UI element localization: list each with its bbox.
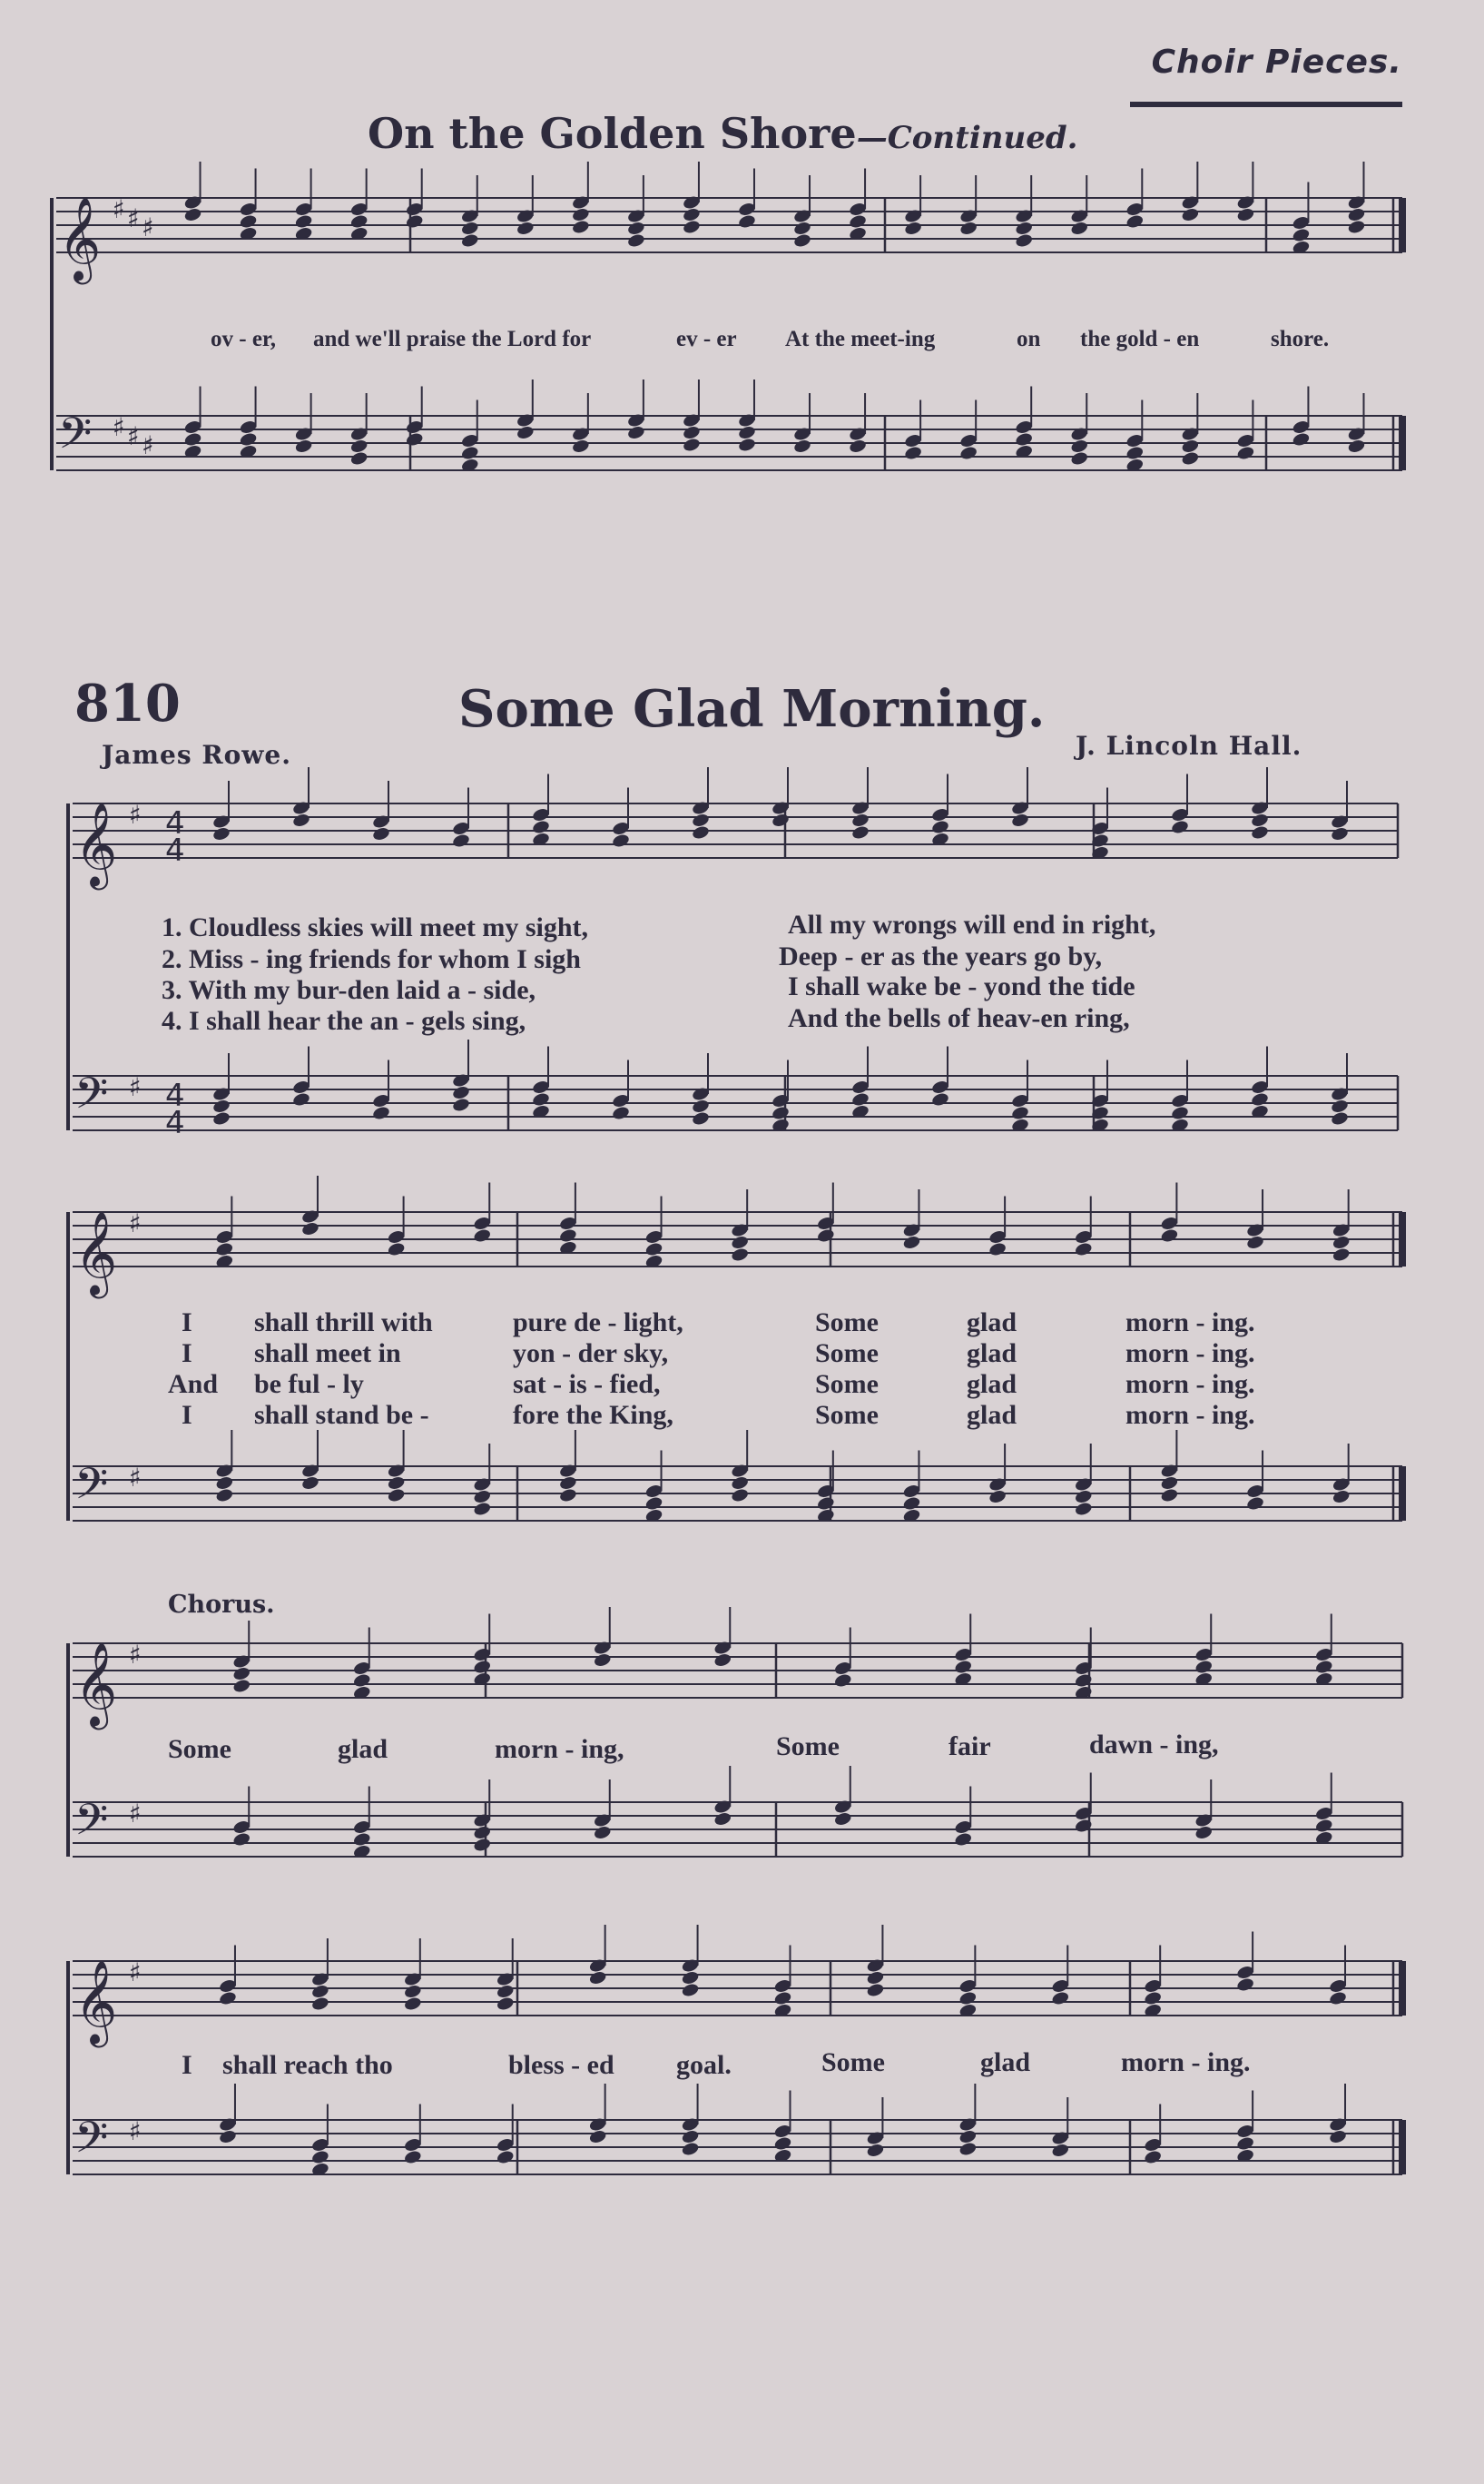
lyric: At the meet-ing (785, 327, 936, 351)
chorus-lyric: dawn - ing, (1089, 1730, 1219, 1760)
note-head (793, 221, 812, 236)
note-head (691, 824, 710, 840)
note-head (833, 1672, 852, 1688)
note-head (793, 439, 812, 454)
continued-suffix: —Continued. (856, 120, 1078, 156)
note-head (1236, 2135, 1255, 2151)
note-head (958, 2129, 978, 2144)
verse-refrain-lyric: glad (967, 1369, 1017, 1399)
note-head (1347, 219, 1366, 234)
note-head (626, 425, 645, 440)
note-head (1332, 1247, 1351, 1262)
note-head (215, 1487, 234, 1503)
verse-line: I shall wake be - yond the tide (788, 971, 1135, 1001)
note-head (183, 207, 202, 222)
verse-refrain-lyric: sat - is - fied, (513, 1369, 661, 1399)
lyric: shore. (1271, 327, 1330, 351)
final-barline (1399, 416, 1406, 470)
note-head (300, 1475, 319, 1491)
sharp-icon: ♯ (127, 421, 140, 451)
verse-refrain-lyric: morn - ing. (1125, 1369, 1255, 1399)
note-head (211, 826, 231, 842)
note-head (371, 1105, 390, 1120)
note-head (1332, 1489, 1351, 1504)
sharp-icon: ♯ (129, 800, 142, 830)
note-head (611, 833, 630, 848)
note-head (232, 1666, 251, 1681)
note-head (1246, 1235, 1265, 1250)
note-head (850, 824, 870, 840)
note-head (571, 207, 590, 222)
verse-refrain-lyric: morn - ing. (1125, 1338, 1255, 1368)
note-head (681, 1982, 700, 1997)
verse-refrain-lyric: Some (815, 1400, 879, 1430)
note-head (771, 813, 790, 828)
note-head (930, 1091, 949, 1107)
note-head (1181, 450, 1200, 466)
note-head (866, 1982, 885, 1997)
lyric: the gold - en (1080, 327, 1200, 351)
note-head (958, 2141, 978, 2156)
verse-refrain-lyric: I (182, 1400, 192, 1430)
note-head (773, 1990, 792, 2006)
note-head (232, 1831, 251, 1847)
note-head (593, 1652, 612, 1668)
sharp-icon: ♯ (142, 430, 154, 460)
note-head (1246, 1495, 1265, 1511)
note-head (1070, 450, 1089, 466)
note-head (691, 1110, 710, 1126)
note-head (904, 445, 923, 460)
note-head (1330, 826, 1349, 842)
note-head (954, 1659, 973, 1674)
note-head (731, 1247, 750, 1262)
note-head (626, 221, 645, 236)
note-head (1194, 1825, 1214, 1840)
note-head (1074, 1489, 1093, 1504)
note-head (731, 1487, 750, 1503)
lyric: and we'll praise the Lord for (313, 327, 592, 351)
note-head (954, 1831, 973, 1847)
bass-clef-icon: 𝄢 (58, 408, 93, 469)
note-head (387, 1487, 406, 1503)
note-head (959, 445, 978, 460)
chorus-lyric: glad (338, 1734, 388, 1764)
note-head (1236, 207, 1255, 222)
note-head (352, 1672, 371, 1688)
verse-refrain-lyric: shall meet in (254, 1338, 401, 1368)
time-signature: 4 (165, 805, 185, 842)
section-heading: Choir Pieces. (1151, 44, 1402, 81)
note-head (211, 1099, 231, 1114)
note-head (1332, 1235, 1351, 1250)
note-head (473, 1227, 492, 1243)
hymn-title: Some Glad Morning. (458, 679, 1046, 739)
sharp-icon: ♯ (127, 203, 140, 233)
chorus-lyric: shall reach tho (222, 2050, 393, 2080)
note-head (531, 1091, 550, 1107)
note-head (731, 1235, 750, 1250)
note-head (1160, 1475, 1179, 1491)
verse-refrain-lyric: glad (967, 1307, 1017, 1337)
verse-refrain-lyric: fore the King, (513, 1400, 673, 1430)
bass-clef-icon: 𝄢 (74, 2112, 109, 2174)
sharp-icon: ♯ (142, 212, 154, 242)
treble-clef-icon: 𝄞 (58, 196, 102, 281)
note-head (516, 425, 535, 440)
note-head (349, 450, 369, 466)
treble-clef-icon: 𝄞 (74, 1959, 118, 2044)
note-head (1347, 207, 1366, 222)
note-head (1250, 824, 1269, 840)
note-head (588, 2129, 607, 2144)
verse-refrain-lyric: glad (967, 1400, 1017, 1430)
note-head (371, 826, 390, 842)
note-head (473, 1825, 492, 1840)
chorus-label: Chorus. (168, 1591, 275, 1619)
hymn-number: 810 (74, 674, 181, 734)
bass-clef-icon: 𝄢 (74, 1458, 109, 1520)
note-head (737, 425, 756, 440)
note-head (644, 1495, 663, 1511)
note-head (682, 437, 701, 452)
note-head (1314, 1659, 1333, 1674)
note-head (496, 1984, 515, 1999)
note-head (1074, 1241, 1093, 1257)
note-head (611, 1105, 630, 1120)
verse-refrain-lyric: I (182, 1307, 192, 1337)
note-head (713, 1652, 732, 1668)
note-head (988, 1241, 1007, 1257)
note-head (403, 1996, 422, 2011)
note-head (682, 219, 701, 234)
chorus-lyric: morn - ing, (495, 1734, 624, 1764)
note-head (496, 2149, 515, 2164)
time-signature: 4 (165, 1078, 185, 1114)
note-head (1144, 1990, 1163, 2006)
chorus-lyric: I (182, 2050, 192, 2080)
note-head (451, 1097, 470, 1112)
note-head (460, 445, 479, 460)
verse-refrain-lyric: yon - der sky, (513, 1338, 669, 1368)
note-head (460, 221, 479, 236)
treble-clef-icon: 𝄞 (74, 1641, 118, 1726)
verse-refrain-lyric: Some (815, 1307, 879, 1337)
note-head (291, 1091, 310, 1107)
note-head (1329, 1990, 1348, 2006)
note-head (496, 1996, 515, 2011)
note-head (558, 1227, 577, 1243)
verse-refrain-lyric: morn - ing. (1125, 1400, 1255, 1430)
note-head (1010, 813, 1029, 828)
note-head (239, 431, 258, 447)
bass-clef-icon: 𝄢 (74, 1068, 109, 1129)
note-head (473, 1489, 492, 1504)
note-head (1051, 2143, 1070, 2158)
note-head (1170, 819, 1189, 834)
note-head (713, 1811, 732, 1827)
chorus-lyric: Some (168, 1734, 231, 1764)
note-head (571, 439, 590, 454)
note-head (1160, 1487, 1179, 1503)
note-head (1015, 221, 1034, 236)
verse-refrain-lyric: Some (815, 1369, 879, 1399)
verse-line: 4. I shall hear the an - gels sing, (162, 1006, 526, 1036)
note-head (1144, 2149, 1163, 2164)
composer-credit: J. Lincoln Hall. (1076, 731, 1302, 761)
lyric: ov - er, (211, 327, 276, 351)
bass-clef-icon: 𝄢 (74, 1794, 109, 1856)
final-barline (1399, 2120, 1406, 2174)
verse-refrain-lyric: morn - ing. (1125, 1307, 1255, 1337)
note-head (1314, 1818, 1333, 1833)
note-head (531, 819, 550, 834)
time-signature: 4 (165, 1105, 185, 1141)
verse-refrain-lyric: And (168, 1369, 219, 1399)
sharp-icon: ♯ (129, 1208, 142, 1238)
time-signature: 4 (165, 833, 185, 869)
note-head (239, 213, 258, 229)
treble-clef-icon: 𝄞 (74, 802, 118, 886)
note-head (681, 2129, 700, 2144)
note-head (571, 219, 590, 234)
note-head (310, 1984, 329, 1999)
note-head (902, 1235, 921, 1250)
note-head (218, 1990, 237, 2006)
sharp-icon: ♯ (129, 1463, 142, 1493)
note-head (1347, 439, 1366, 454)
verse-refrain-lyric: shall stand be - (254, 1400, 429, 1430)
note-head (211, 1110, 231, 1126)
note-head (771, 1105, 790, 1120)
note-head (773, 2135, 792, 2151)
note-head (352, 1831, 371, 1847)
note-head (294, 213, 313, 229)
note-head (691, 1099, 710, 1114)
verse-refrain-lyric: be ful - ly (254, 1369, 364, 1399)
note-head (473, 1837, 492, 1852)
note-head (1010, 1105, 1029, 1120)
verse-refrain-lyric: Some (815, 1338, 879, 1368)
note-head (558, 1487, 577, 1503)
note-head (405, 213, 424, 229)
sharp-icon: ♯ (129, 1957, 142, 1987)
note-head (1181, 439, 1200, 454)
note-head (294, 439, 313, 454)
final-barline (1399, 1961, 1406, 2016)
note-head (593, 1825, 612, 1840)
verse-line: And the bells of heav-en ring, (788, 1003, 1130, 1033)
verse-line: 2. Miss - ing friends for whom I sigh (162, 944, 581, 974)
verse-line: 1. Cloudless skies will meet my sight, (162, 912, 589, 942)
note-head (816, 1227, 835, 1243)
chorus-lyric: glad (980, 2047, 1031, 2077)
lyric: ev - er (676, 327, 737, 351)
note-head (866, 1970, 885, 1986)
note-head (816, 1495, 835, 1511)
chorus-lyric: Some (776, 1731, 840, 1761)
verse-line: All my wrongs will end in right, (788, 910, 1156, 940)
note-head (902, 1495, 921, 1511)
note-head (737, 213, 756, 229)
note-head (310, 2149, 329, 2164)
note-head (349, 439, 369, 454)
chorus-lyric: Some (821, 2047, 885, 2077)
sharp-icon: ♯ (129, 1799, 142, 1828)
note-head (1250, 813, 1269, 828)
note-head (1125, 445, 1145, 460)
note-head (958, 1990, 978, 2006)
note-head (310, 1996, 329, 2011)
note-head (866, 2143, 885, 2158)
note-head (682, 425, 701, 440)
note-head (1170, 1105, 1189, 1120)
note-head (1330, 1110, 1349, 1126)
note-head (1070, 221, 1089, 236)
lyric: on (1017, 327, 1041, 351)
note-head (737, 437, 756, 452)
note-head (451, 833, 470, 848)
final-barline (1399, 198, 1406, 252)
note-head (403, 1984, 422, 1999)
note-head (644, 1241, 663, 1257)
verse-refrain-lyric: glad (967, 1338, 1017, 1368)
note-head (1015, 232, 1034, 248)
note-head (930, 819, 949, 834)
note-head (682, 207, 701, 222)
continued-title-text: On the Golden Shore (368, 109, 857, 158)
note-head (1051, 1990, 1070, 2006)
note-head (849, 213, 868, 229)
note-head (1236, 1976, 1255, 1992)
note-head (681, 1970, 700, 1986)
note-head (1250, 1091, 1269, 1107)
note-head (516, 221, 535, 236)
sharp-icon: ♯ (129, 1072, 142, 1102)
note-head (626, 232, 645, 248)
note-head (1292, 431, 1311, 447)
note-head (850, 1091, 870, 1107)
note-head (588, 1970, 607, 1986)
note-head (959, 221, 978, 236)
note-head (850, 813, 870, 828)
note-head (215, 1475, 234, 1491)
note-head (451, 1085, 470, 1100)
note-head (387, 1475, 406, 1491)
note-head (300, 1221, 319, 1237)
chorus-lyric: morn - ing. (1121, 2047, 1251, 2077)
note-head (1015, 431, 1034, 447)
note-head (183, 431, 202, 447)
note-head (904, 221, 923, 236)
final-barline (1399, 1212, 1406, 1267)
note-head (473, 1659, 492, 1674)
chorus-lyric: goal. (676, 2050, 732, 2080)
verse-line: Deep - er as the years go by, (779, 941, 1103, 971)
note-head (988, 1489, 1007, 1504)
note-head (1125, 213, 1145, 229)
treble-clef-icon: 𝄞 (74, 1210, 118, 1295)
note-head (218, 2129, 237, 2144)
note-head (291, 813, 310, 828)
note-head (1329, 2129, 1348, 2144)
verse-refrain-lyric: pure de - light, (513, 1307, 683, 1337)
note-head (349, 213, 369, 229)
note-head (387, 1241, 406, 1257)
sharp-icon: ♯ (113, 194, 125, 224)
note-head (473, 1501, 492, 1516)
note-head (1292, 227, 1311, 242)
note-head (558, 1475, 577, 1491)
verse-refrain-lyric: shall thrill with (254, 1307, 433, 1337)
note-head (793, 232, 812, 248)
verse-line: 3. With my bur-den laid a - side, (162, 975, 536, 1005)
sharp-icon: ♯ (113, 412, 125, 442)
note-head (232, 1678, 251, 1693)
note-head (403, 2149, 422, 2164)
note-head (1236, 445, 1255, 460)
final-barline (1399, 1466, 1406, 1521)
sharp-icon: ♯ (129, 1640, 142, 1670)
chorus-lyric: bless - ed (508, 2050, 614, 2080)
note-head (1330, 1099, 1349, 1114)
note-head (731, 1475, 750, 1491)
sharp-icon: ♯ (129, 2116, 142, 2146)
note-head (1194, 1659, 1214, 1674)
note-head (691, 813, 710, 828)
note-head (1160, 1227, 1179, 1243)
lyricist-credit: James Rowe. (102, 740, 291, 770)
note-head (405, 431, 424, 447)
note-head (833, 1811, 852, 1827)
note-head (460, 232, 479, 248)
note-head (1074, 1501, 1093, 1516)
verse-refrain-lyric: I (182, 1338, 192, 1368)
note-head (215, 1241, 234, 1257)
note-head (681, 2141, 700, 2156)
note-head (1181, 207, 1200, 222)
note-head (1070, 439, 1089, 454)
note-head (849, 439, 868, 454)
chorus-lyric: fair (948, 1731, 991, 1761)
